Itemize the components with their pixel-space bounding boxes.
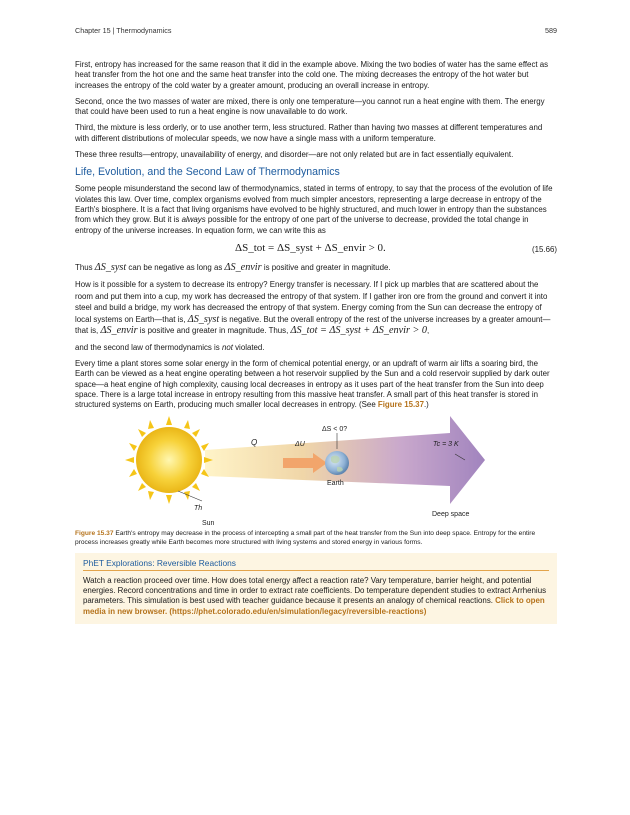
caption-text: Earth's entropy may decrease in the process of intercepting a small part of the heat transfer from the Sun into deep space. Entropy for the entire process increases greatly while Earth becomes more structured with living systems and stored energy in various forms.: [75, 530, 536, 547]
thus-line: [75, 263, 557, 273]
math-delta-s-envir-2: ΔS_envir: [100, 325, 138, 337]
phet-explorations-box: [75, 553, 557, 624]
phet-body-text: Watch a reaction proceed over time. How does total energy affect a reaction rate? Vary temperature, barrier height, and potential energies. Record concentrations and time in order to extract rate coefficients. Do temperature dependent studies to extract Arrhenius parameters. This simulation is best used with teacher guidance because it presents an analogy of chemical reactions.: [83, 575, 547, 606]
math-delta-s-syst-2: ΔS_syst: [187, 313, 220, 325]
math-delta-s-syst: ΔS_syst: [94, 261, 127, 273]
paragraph-3: Third, the mixture is less orderly, or to use another term, less structured. Rather than having two masses at different temperatures and with different distributions of molecular speeds, we now have a single mass with a uniform temperature.: [75, 123, 543, 143]
label-tc: Tc = 3 K: [433, 441, 459, 449]
figure-15-37: [75, 416, 557, 528]
paragraph-5-text: Some people misunderstand the second law of thermodynamics, stated in terms of entropy, to say that the process of the evolution of life violates this law. Over time, complex organisms evolved from much simpler ancestors, representing a large decrease in entropy of the Earth's biosphere. It is a fact that living organisms have evolved to be highly structured, and much lower in entropy than the substances from which they grow. But it is: [75, 184, 553, 225]
paragraph-5-text-b: possible for the entropy of one part of the universe to decrease, provided the total change in entropy of the universe increases. In equation form, we can write this as: [75, 215, 529, 235]
section-heading: Life, Evolution, and the Second Law of Thermodynamics: [75, 166, 340, 179]
label-q: Q: [251, 438, 258, 448]
phet-title: PhET Explorations: Reversible Reactions: [83, 558, 549, 571]
paragraph-8-text-b: .): [423, 400, 429, 410]
page-number: 589: [545, 26, 557, 35]
thus-text-a: Thus: [75, 262, 93, 272]
figure-caption: [75, 530, 557, 547]
thus-text-c: is positive and greater in magnitude.: [263, 262, 391, 272]
label-th: Th: [194, 505, 203, 513]
paragraph-6-text-c: is positive and greater in magnitude. Thus,: [139, 326, 289, 336]
label-du: ΔU: [295, 441, 305, 449]
sun-icon: [136, 427, 202, 493]
paragraph-7: [75, 343, 557, 353]
main-content: [75, 60, 557, 624]
label-sun: Sun: [202, 520, 215, 528]
math-inline-total: ΔS_tot = ΔS_syst + ΔS_envir > 0: [290, 325, 427, 337]
paragraph-5: [75, 184, 557, 235]
emphasis-not: not: [221, 342, 233, 352]
sun-earth-diagram: [75, 416, 557, 518]
label-deep-space: Deep space: [432, 511, 470, 519]
page-header: [75, 26, 557, 35]
paragraph-6-text-b: is negative. But the overall entropy of the rest of the universe increases by a greater amount—that is,: [75, 314, 551, 336]
label-ds: ΔS < 0?: [322, 426, 348, 434]
figure-15-37-link[interactable]: Figure 15.37: [377, 400, 424, 410]
phet-body: [83, 576, 549, 617]
th-pointer: [178, 491, 202, 501]
paragraph-7-text-b: violated.: [232, 342, 265, 352]
paragraph-1: First, entropy has increased for the same reason that it did in the example above. Mixing the two bodies of water has the same effect as heat transfer from the hot one and the same heat transfer into the cold one. The mixing decreases the entropy of the hot water but increases the entropy of the cold water by a greater amount, producing an overall increase in entropy.: [75, 60, 549, 90]
paragraph-2: Second, once the two masses of water are mixed, there is only one temperature—you cannot run a heat engine with them. The energy that could have been used to run a heat engine is now unavailable to do work.: [75, 96, 545, 117]
paragraph-7-text-a: and the second law of thermodynamics is: [75, 342, 222, 352]
emphasis-always: always: [181, 215, 206, 225]
thus-text-b: can be negative as long as: [128, 262, 223, 272]
paragraph-6: [75, 279, 557, 337]
paragraph-6-comma: ,: [426, 326, 430, 336]
label-earth: Earth: [327, 480, 344, 488]
equation-number: (15.66): [531, 244, 557, 254]
paragraph-8: [75, 359, 557, 410]
paragraph-6-text-a: How is it possible for a system to decrease its entropy? Energy transfer is necessary. If I pick up marbles that are scattered about the room and put them into a cup, my work has decreased the entropy of that system. If I gather iron ore from the ground and convert it into steel and build a bridge, my work has decreased the entropy of that system. Energy coming from the Sun can decrease the entropy of local systems on Earth—that is,: [75, 280, 548, 324]
phet-media-link[interactable]: Click to open media in new browser. (https://phet.colorado.edu/en/simulation/legacy/reversible-reactions): [83, 596, 545, 616]
equation-main: ΔS_tot = ΔS_syst + ΔS_envir > 0.: [235, 241, 386, 254]
paragraph-8-text-a: Every time a plant stores some solar energy in the form of chemical potential energy, or an updraft of warm air lifts a soaring bird, the Earth can be viewed as a heat engine operating between a hot reservoir supplied by the Sun and a cold reservoir supplied by dark outer space—a heat engine of high complexity, causing local decreases in entropy as it uses part of the heat transfer from the Sun into deep space. There is a large total increase in entropy resulting from this massive heat transfer. A small part of this heat transfer is stored in structured systems on Earth, producing much smaller local decreases in entropy. (See: [75, 358, 550, 410]
chapter-title: Chapter 15 | Thermodynamics: [75, 26, 172, 35]
paragraph-4: These three results—entropy, unavailability of energy, and disorder—are not only related but are in fact essentially equivalent.: [75, 150, 514, 160]
equation-15-66: [75, 242, 557, 258]
caption-label: Figure 15.37: [75, 530, 114, 538]
math-delta-s-envir: ΔS_envir: [224, 261, 262, 273]
